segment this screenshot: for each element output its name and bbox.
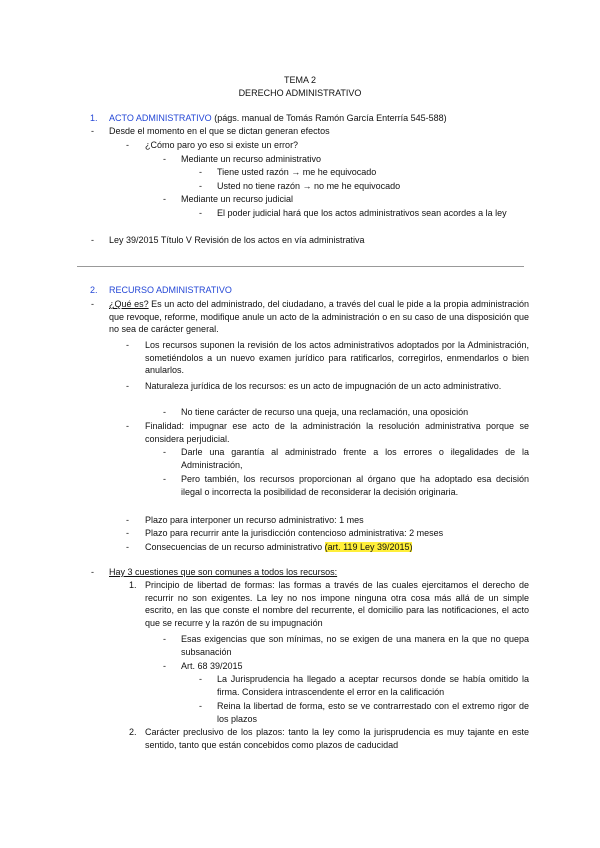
section-1-heading: ACTO ADMINISTRATIVO	[109, 113, 212, 123]
s2-point-6-text: Consecuencias de un recurso administrativo	[145, 542, 325, 552]
s2-point-3: Finalidad: impugnar ese acto de la administración la resolución administrativa porque se considera perjudicial.	[145, 421, 529, 444]
bullet-dash: -	[126, 515, 129, 525]
bullet-dash: -	[163, 407, 166, 417]
bullet-dash: -	[163, 447, 166, 457]
section-1-heading-line	[109, 112, 447, 125]
bullet-dash: -	[91, 235, 94, 245]
section-1-number: 1.	[90, 113, 98, 123]
section-2-heading: RECURSO ADMINISTRATIVO	[109, 285, 232, 295]
bullet-dash: -	[199, 674, 202, 684]
bullet-dash: -	[163, 661, 166, 671]
issue-1b: Art. 68 39/2015	[181, 661, 243, 671]
bullet-dash: -	[199, 167, 202, 177]
bullet-dash: -	[163, 634, 166, 644]
bullet-dash: -	[126, 381, 129, 391]
s2-point-2: Naturaleza jurídica de los recursos: es un acto de impugnación de un acto administrativo.	[145, 381, 502, 391]
bullet-dash: -	[91, 126, 94, 136]
bullet-dash: -	[163, 194, 166, 204]
bullet-dash: -	[91, 567, 94, 577]
bullet-dash: -	[91, 299, 94, 309]
bullet-dash: -	[163, 154, 166, 164]
issue-1b1: La Jurisprudencia ha llegado a aceptar recursos donde se había omitido la firma. Considera intrascendente el error en la calificación	[217, 674, 529, 697]
bullet-dash: -	[163, 474, 166, 484]
article-highlight: (art. 119 Ley 39/2015)	[324, 542, 413, 552]
what-is-label: ¿Qué es?	[109, 299, 149, 309]
doc-title: TEMA 2	[283, 75, 316, 85]
s2-point-2a: No tiene carácter de recurso una queja, una reclamación, una oposición	[181, 407, 469, 417]
bullet-dash: -	[126, 140, 129, 150]
doc-subtitle: DERECHO ADMINISTRATIVO	[238, 88, 362, 98]
bullet-dash: -	[199, 208, 202, 218]
s1-bullet-1a1b: Usted no tiene razón → no me he equivocado	[217, 181, 401, 191]
what-is-text: Es un acto del administrado, del ciudadano, a través del cual le pide a la propia administración que revoque, reforme, modifique anule un acto de la administración o en su caso de una disposición que no sea de carácter general.	[109, 299, 529, 334]
s2-what-is	[109, 298, 529, 336]
s1-bullet-1a2: Mediante un recurso judicial	[181, 194, 294, 204]
s1-bullet-1a2a: El poder judicial hará que los actos administrativos sean acordes a la ley	[217, 208, 507, 218]
section-2-number: 2.	[90, 285, 98, 295]
bullet-dash: -	[126, 421, 129, 431]
bullet-dash: -	[126, 340, 129, 350]
issue-1-text: Principio de libertad de formas: las formas a través de las cuales ejercitamos el derecho de recurrir no son exigentes. La ley no nos impone ninguna otra cosa más allá de un simple escrito, en las que conste el nombre del recurrente, el domicilio para las notificaciones, el acto que se recurre y la razón de su impugnación	[145, 580, 529, 628]
s2-point-5: Plazo para recurrir ante la jurisdicción contencioso administrativa: 2 meses	[145, 528, 444, 538]
bullet-dash: -	[126, 528, 129, 538]
s1-bullet-1a1a: Tiene usted razón → me he equivocado	[217, 167, 377, 177]
bullet-dash: -	[126, 542, 129, 552]
s1-bullet-2: Ley 39/2015 Título V Revisión de los actos en vía administrativa	[109, 235, 365, 245]
s2-point-6	[145, 541, 412, 554]
s1-bullet-1: Desde el momento en el que se dictan generan efectos	[109, 126, 330, 136]
issue-2-text: Carácter preclusivo de los plazos: tanto la ley como la jurisprudencia es muy tajante en este sentido, tanto que están concebidos como plazos de caducidad	[145, 727, 529, 750]
s1-bullet-1a: ¿Cómo paro yo eso si existe un error?	[145, 140, 299, 150]
s2-point-3a: Darle una garantía al administrado frente a los errores o ilegalidades de la Administración,	[181, 447, 529, 470]
s1-bullet-1a1: Mediante un recurso administrativo	[181, 154, 322, 164]
section-1-reference: (págs. manual de Tomás Ramón García Enterría 545-588)	[214, 113, 447, 123]
bullet-dash: -	[199, 701, 202, 711]
s2-point-1: Los recursos suponen la revisión de los actos administrativos adoptados por la Administración, sometiéndolos a un nuevo examen jurídico para ratificarlos, corregirlos, enmendarlos o bien anularlos.	[145, 340, 529, 375]
bullet-dash: -	[199, 181, 202, 191]
s2-point-4: Plazo para interponer un recurso administrativo: 1 mes	[145, 515, 364, 525]
issue-2-number: 2.	[129, 727, 137, 737]
s2-point-3b: Pero también, los recursos proporcionan al órgano que ha adoptado esa decisión ilegal o incorrecta la posibilidad de reconsiderar la decisión originaria.	[181, 474, 529, 497]
issue-1b2: Reina la libertad de forma, esto se ve contrarrestado con el extremo rigor de los plazos	[217, 701, 529, 724]
issue-1-number: 1.	[129, 580, 137, 590]
section-divider	[77, 266, 524, 267]
common-issues-heading: Hay 3 cuestiones que son comunes a todos los recursos:	[109, 567, 338, 577]
issue-1a: Esas exigencias que son mínimas, no se exigen de una manera en la que no quepa subsanación	[181, 634, 529, 657]
